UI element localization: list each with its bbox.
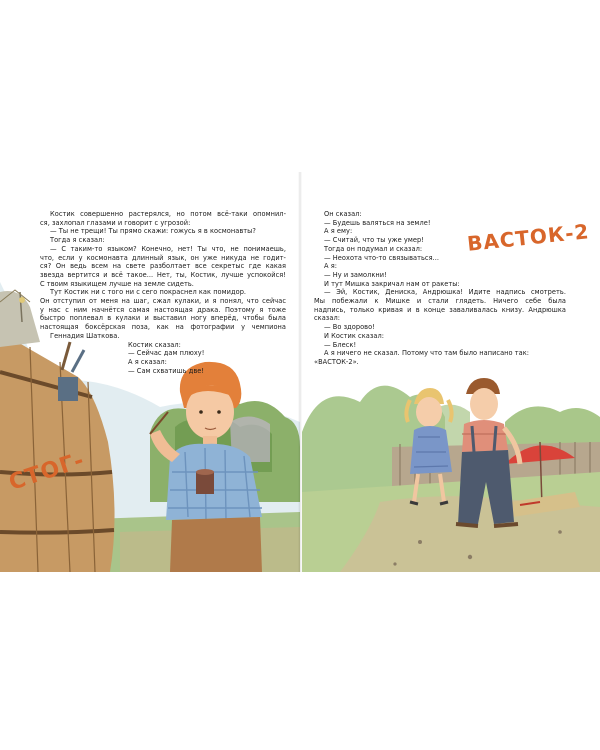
- text-line: настоящая боксёрская поза, как на фотографии у чемпиона: [40, 323, 286, 332]
- text-line: И тут Мишка закричал нам от ракеты:: [324, 279, 460, 288]
- text-line: ся? Он ведь всем на свете разболтает все секретыс где какая: [40, 262, 286, 271]
- text-line: — Во здорово!: [324, 323, 375, 332]
- text-line: — Ну и замолкни!: [324, 270, 387, 279]
- right-illustration: [302, 378, 600, 572]
- text-line: — Будешь валяться на земле!: [324, 218, 431, 227]
- text-line: что, если у космонавта длинный язык, он уже никуда не годит-: [40, 253, 286, 262]
- text-line: — С таким-то языком? Конечно, нет! Ты что, не понимаешь,: [50, 244, 286, 253]
- book-gutter: [298, 172, 302, 572]
- text-line: Тогда он подумал и сказал:: [324, 244, 423, 253]
- text-line: ся, захлопал глазами и говорит с угрозой:: [40, 218, 191, 227]
- vastok-sign: ВАСТОК-2: [466, 219, 591, 256]
- text-line: сказал:: [314, 314, 340, 323]
- barrel-sign: СТОГ-: [6, 447, 88, 496]
- text-line: — Сам схватишь две!: [128, 366, 205, 375]
- text-line: А я ничего не сказал. Потому что там было написано так:: [324, 349, 530, 358]
- text-line: — Эй, Костик, Дениска, Андрюшка! Идите надпись смотреть.: [324, 288, 566, 297]
- text-line: Тогда я сказал:: [50, 236, 105, 245]
- text-line: Костик совершенно растерялся, но потом всё-таки опомнил-: [50, 210, 286, 218]
- text-line: И Костик сказал:: [324, 331, 385, 340]
- text-line: А я сказал:: [128, 357, 167, 366]
- text-line: у нас с ним начнётся самая настоящая драка. Поэтому я тоже: [40, 305, 286, 314]
- rocket-drawing: [0, 290, 40, 347]
- text-line: Костик сказал:: [128, 340, 181, 349]
- text-line: — Неохота что-то связываться...: [324, 253, 440, 262]
- book-spread: [0, 172, 600, 572]
- text-line: Он сказал:: [324, 210, 362, 218]
- text-line: быстро поплевал в кулаки и выставил ногу вперёд, чтобы была: [40, 314, 286, 323]
- left-page-text: [40, 210, 286, 375]
- text-line: — Ты не трещи! Ты прямо скажи: гожусь я в космонавты?: [50, 227, 256, 236]
- text-line: надпись, только кривая и в конце заваливалась книзу. Андрюшка: [314, 305, 566, 314]
- text-line: звезда вертится и всё такое... Нет, ты, Костик, лучше успокойся!: [40, 270, 286, 279]
- text-line: — Сейчас дам плюху!: [128, 349, 205, 358]
- text-line: Тут Костик ни с того ни с сего покраснел как помидор.: [50, 288, 247, 297]
- text-line: С твоим языкищем лучше на земле сидеть.: [40, 279, 194, 288]
- text-line: — Считай, что ты уже умер!: [324, 236, 424, 245]
- text-line: Он отступил от меня на шаг, сжал кулаки, и я понял, что сейчас: [40, 297, 286, 306]
- text-line: А я ему:: [324, 227, 353, 236]
- text-line: — Блеск!: [324, 340, 357, 349]
- text-line: «ВАСТОК-2».: [314, 357, 359, 366]
- text-line: А я:: [324, 262, 337, 271]
- text-line: Мы побежали к Мишке и стали глядеть. Ничего себе была: [314, 297, 566, 306]
- text-line: Геннадия Шаткова.: [50, 331, 120, 340]
